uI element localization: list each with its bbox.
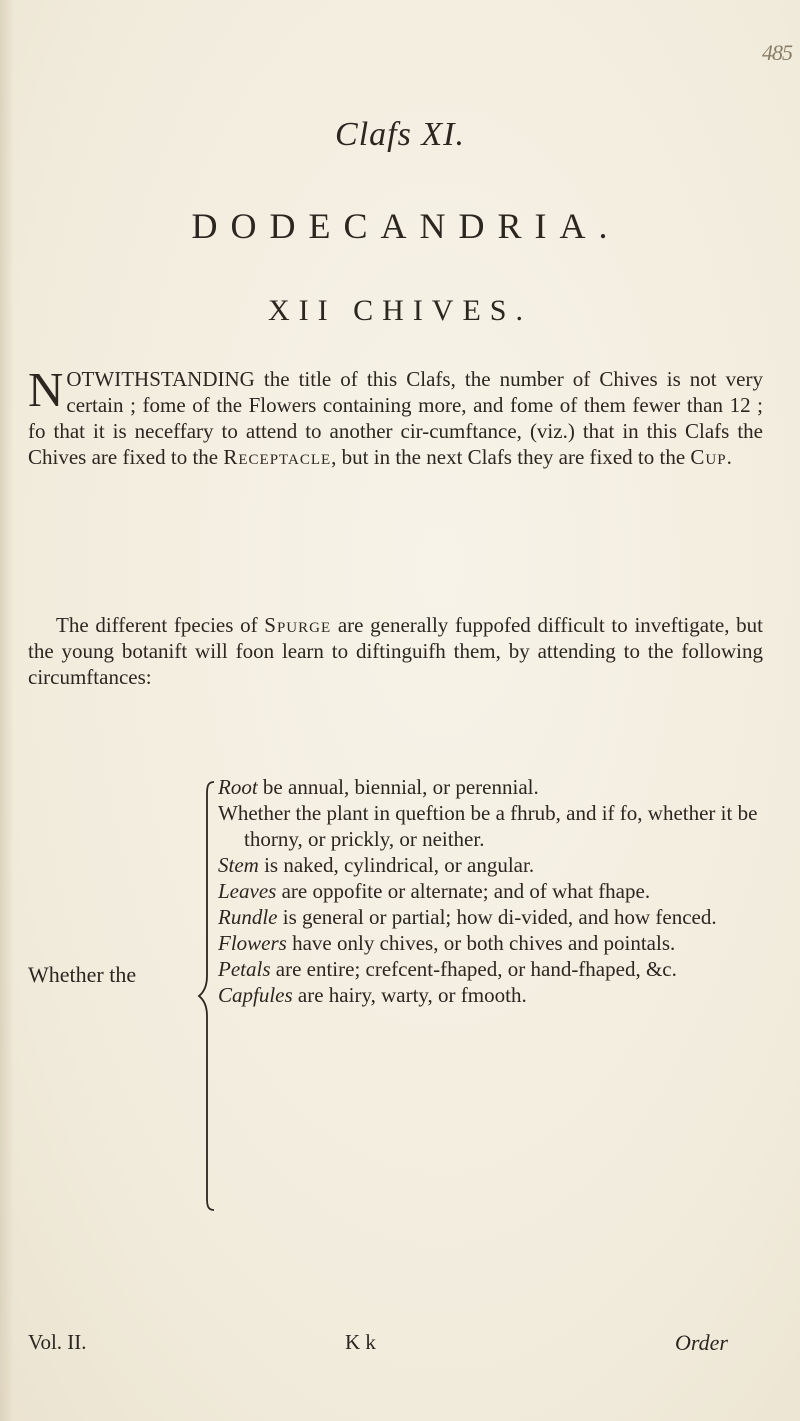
page-number: 485 [762, 40, 792, 65]
criterion-text: have only chives, or both chives and pointals. [286, 931, 676, 955]
criterion-text: are entire; crefcent-fhaped, or hand-fhaped, &c. [270, 957, 677, 981]
criterion-rundle [218, 904, 763, 930]
intro-paragraph [28, 362, 763, 470]
intro-text-1: OTWITHSTANDING the title of this Clafs, the number of Chives is not very certain ; fome of the Flowers containing more, and fome of them fewer than 12 ; fo that it is neceffary to attend to another cir-cumftance, (viz.) that in this Clafs the Chives are fixed to the [28, 367, 763, 469]
criterion-text: be annual, biennial, or perennial. [257, 775, 539, 799]
intro-text-2: , but in the next Clafs they are fixed to the [331, 445, 691, 469]
spurge-paragraph [28, 612, 763, 690]
intro-text-3: . [726, 445, 732, 469]
volume-label: Vol. II. [28, 1330, 87, 1354]
criteria-list [218, 774, 763, 1008]
criterion-text: Whether the plant in queftion be a fhrub, and if fo, whether it be thorny, or prickly, or neither. [218, 801, 758, 851]
criterion-leaves [218, 878, 763, 904]
criterion-term: Flowers [218, 931, 287, 955]
criterion-text: is naked, cylindrical, or angular. [258, 853, 535, 877]
receptacle-term: Receptacle [223, 445, 332, 469]
criterion-shrub [218, 800, 763, 852]
criterion-term: Stem [218, 853, 259, 877]
criterion-flowers [218, 930, 763, 956]
class-heading: Clafs XI. [335, 116, 465, 153]
criterion-term: Rundle [218, 905, 278, 929]
catchword: Order [675, 1330, 728, 1355]
drop-cap: N [28, 362, 64, 417]
criterion-term: Capfules [218, 983, 293, 1007]
class-name: DODECANDRIA. [191, 206, 621, 246]
curly-brace [198, 780, 216, 1212]
criterion-petals [218, 956, 763, 982]
cup-term: Cup [690, 445, 727, 469]
criterion-text: is general or partial; how di-vided, and how fenced. [277, 905, 717, 929]
criterion-term: Leaves [218, 879, 277, 903]
criterion-text: are hairy, warty, or fmooth. [292, 983, 527, 1007]
criterion-root [218, 774, 763, 800]
spurge-text-1: The different fpecies of [56, 613, 265, 637]
signature-mark: K k [345, 1330, 376, 1354]
criterion-text: are oppofite or alternate; and of what fhape. [276, 879, 651, 903]
spurge-term: Spurge [264, 613, 332, 637]
whether-label: Whether the [28, 962, 137, 987]
criterion-capsules [218, 982, 763, 1008]
criterion-term: Root [218, 775, 258, 799]
criterion-term: Petals [218, 957, 271, 981]
class-subtitle: XII CHIVES. [268, 294, 532, 327]
criterion-stem [218, 852, 763, 878]
spurge-text-2: are generally fuppofed difficult to inveftigate, but the young botanift will foon learn to diftinguifh them, by attending to the following circumftances: [28, 613, 764, 689]
